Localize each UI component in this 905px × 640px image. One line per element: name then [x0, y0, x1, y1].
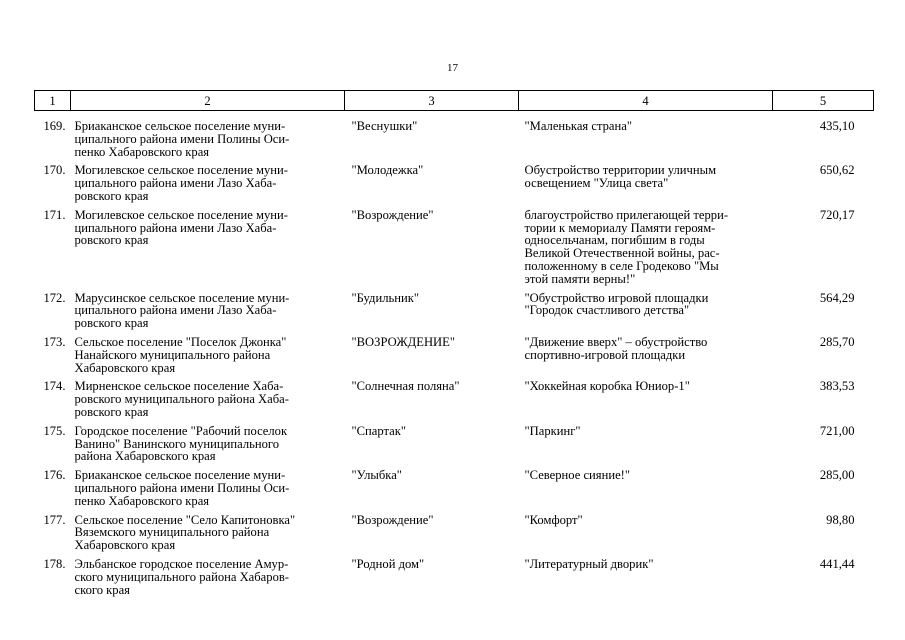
settlement-name-line: ципального района имени Лазо Хаба-: [74, 303, 277, 318]
settlement-name-line: Мирненское сельское поселение Хаба-: [74, 379, 284, 394]
settlement-name-line: ского муниципального района Хабаров-: [74, 569, 290, 584]
project-name-line: "Паркинг": [524, 423, 581, 438]
project-name-line: тории к мемориалу Памяти героям-: [524, 220, 716, 235]
settlement-name-line: ровского края: [74, 404, 149, 419]
project-name-line: спортивно-игровой площадки: [524, 347, 686, 362]
project-name-line: "Комфорт": [524, 512, 583, 527]
settlement-name-line: ровского края: [74, 233, 149, 248]
project-name-line: "Хоккейная коробка Юниор-1": [524, 379, 690, 394]
table-row: [35, 558, 874, 602]
column-header: 5: [773, 91, 874, 111]
project-name-line: "Литературный дворик": [524, 556, 654, 571]
column-header: 1: [35, 91, 71, 111]
page-number: 17: [447, 62, 458, 74]
amount: 564,29: [819, 290, 855, 305]
project-name-line: Великой Отечественной войны, рас-: [524, 246, 720, 261]
project-name: [519, 380, 773, 424]
project-name-line: Обустройство территории уличным: [524, 163, 717, 178]
project-name-line: "Обустройство игровой площадки: [524, 290, 709, 305]
table-row: [35, 292, 874, 336]
table-row: [35, 336, 874, 380]
amount: 383,53: [819, 379, 855, 394]
team-name: "Солнечная поляна": [351, 379, 460, 394]
settlement-name-line: Марусинское сельское поселение муни-: [74, 290, 290, 305]
settlement-name: [71, 111, 345, 165]
team-name: "Улыбка": [351, 468, 402, 483]
settlement-name-line: Бриаканское сельское поселение муни-: [74, 119, 286, 133]
settlement-name: [71, 514, 345, 558]
project-name-line: односельчанам, погибшим в годы: [524, 233, 705, 248]
team-name: "Молодежка": [351, 163, 424, 178]
project-name: [519, 111, 773, 165]
column-header: 2: [71, 91, 345, 111]
project-name-line: "Северное сияние!": [524, 468, 630, 483]
table-row: [35, 380, 874, 424]
project-name: [519, 469, 773, 513]
settlement-name-line: Сельское поселение "Поселок Джонка": [74, 334, 287, 349]
settlement-name: [71, 558, 345, 602]
settlement-name: [71, 380, 345, 424]
project-name-line: положенному в селе Гродеково "Мы: [524, 258, 719, 273]
settlement-name: [71, 292, 345, 336]
table-row: [35, 111, 874, 165]
row-number: 176.: [43, 468, 66, 483]
settlement-name-line: ского края: [74, 582, 130, 597]
settlement-name-line: ципального района имени Полины Оси-: [74, 131, 290, 146]
amount: 285,70: [819, 334, 855, 349]
row-number: 177.: [43, 512, 66, 527]
settlement-name: [71, 425, 345, 469]
table-row: [35, 209, 874, 292]
settlement-name-line: района Хабаровского края: [74, 449, 216, 464]
row-number: 174.: [43, 379, 66, 394]
settlement-name-line: Вяземского муниципального района: [74, 525, 270, 540]
table-row: [35, 469, 874, 513]
project-name-line: освещением "Улица света": [524, 176, 669, 191]
table-row: [35, 425, 874, 469]
row-number: 175.: [43, 423, 66, 438]
team-name: "ВОЗРОЖДЕНИЕ": [351, 334, 455, 349]
project-name: [519, 209, 773, 292]
settlement-name: [71, 164, 345, 208]
project-name: [519, 292, 773, 336]
team-name: "Будильник": [351, 290, 419, 305]
amount: 435,10: [819, 119, 855, 133]
row-number: 169.: [43, 119, 66, 133]
settlement-name-line: пенко Хабаровского края: [74, 144, 210, 159]
project-name: [519, 558, 773, 602]
row-number: 172.: [43, 290, 66, 305]
table-body: [35, 111, 874, 603]
settlement-name-line: Нанайского муниципального района: [74, 347, 271, 362]
team-name: "Возрождение": [351, 207, 434, 222]
settlement-name: [71, 469, 345, 513]
column-header: 3: [345, 91, 519, 111]
project-name: [519, 514, 773, 558]
amount: 98,80: [826, 512, 855, 527]
settlement-name-line: Хабаровского края: [74, 360, 176, 375]
settlement-name-line: ципального района имени Лазо Хаба-: [74, 176, 277, 191]
project-name-line: "Городок счастливого детства": [524, 303, 690, 318]
project-name-line: благоустройство прилегающей терри-: [524, 207, 729, 222]
team-name: "Спартак": [351, 423, 407, 438]
project-name: [519, 336, 773, 380]
settlement-name-line: Могилевское сельское поселение муни-: [74, 207, 288, 222]
settlement-name-line: Эльбанское городское поселение Амур-: [74, 556, 289, 571]
settlement-name-line: ровского муниципального района Хаба-: [74, 392, 289, 407]
project-name: [519, 425, 773, 469]
column-header: 4: [519, 91, 773, 111]
settlement-name-line: Бриаканское сельское поселение муни-: [74, 468, 286, 483]
settlement-name: [71, 336, 345, 380]
amount: 720,17: [819, 207, 855, 222]
settlement-name-line: Могилевское сельское поселение муни-: [74, 163, 288, 178]
row-number: 178.: [43, 556, 66, 571]
settlement-name-line: Городское поселение "Рабочий поселок: [74, 423, 288, 438]
settlement-name-line: ципального района имени Лазо Хаба-: [74, 220, 277, 235]
table-row: [35, 164, 874, 208]
team-name: "Возрождение": [351, 512, 434, 527]
table-header: [35, 91, 874, 111]
funding-table: [34, 90, 874, 602]
settlement-name-line: пенко Хабаровского края: [74, 493, 210, 508]
table-row: [35, 514, 874, 558]
row-number: 170.: [43, 163, 66, 178]
row-number: 173.: [43, 334, 66, 349]
settlement-name-line: ровского края: [74, 316, 149, 331]
project-name: [519, 164, 773, 208]
project-name-line: "Движение вверх" – обустройство: [524, 334, 708, 349]
amount: 721,00: [819, 423, 855, 438]
settlement-name-line: Хабаровского края: [74, 538, 176, 553]
project-name-line: этой памяти верны!": [524, 271, 636, 286]
settlement-name-line: Сельское поселение "Село Капитоновка": [74, 512, 296, 527]
amount: 285,00: [819, 468, 855, 483]
project-name-line: "Маленькая страна": [524, 119, 632, 133]
amount: 650,62: [819, 163, 855, 178]
amount: 441,44: [819, 556, 855, 571]
team-name: "Веснушки": [351, 119, 418, 133]
settlement-name-line: ровского края: [74, 188, 149, 203]
settlement-name-line: ципального района имени Полины Оси-: [74, 480, 290, 495]
team-name: "Родной дом": [351, 556, 425, 571]
row-number: 171.: [43, 207, 66, 222]
settlement-name: [71, 209, 345, 292]
settlement-name-line: Ванино" Ванинского муниципального: [74, 436, 280, 451]
